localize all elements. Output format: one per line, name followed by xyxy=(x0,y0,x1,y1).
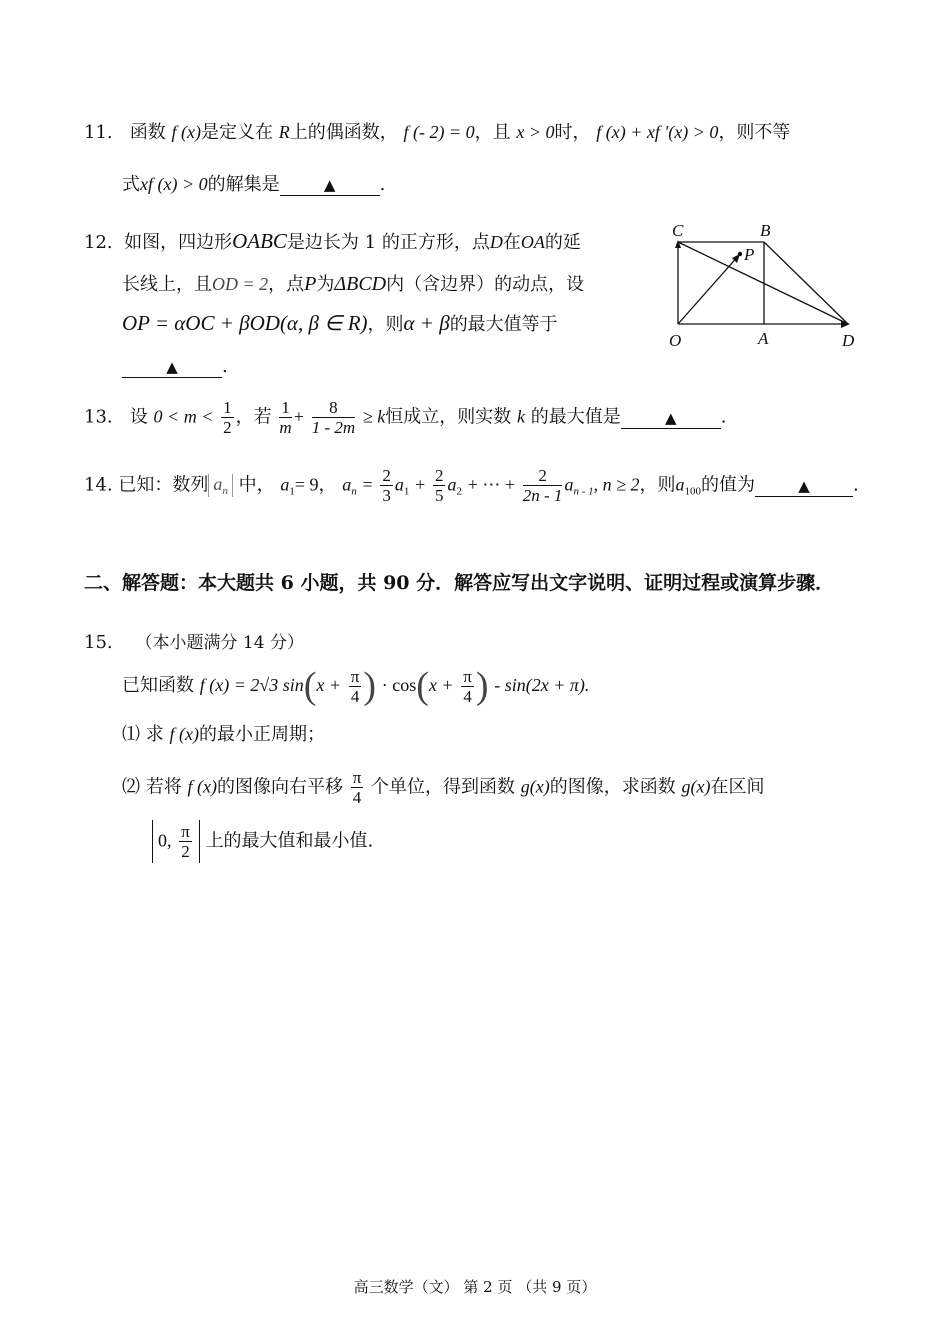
fig-line-BD xyxy=(764,242,848,324)
q11-text: 是定义在 xyxy=(201,122,274,143)
q13-plus: + xyxy=(293,406,304,427)
q11-answer-blank xyxy=(280,174,380,196)
fig-label-O: O xyxy=(669,331,682,350)
q11-fx: f (x) xyxy=(171,122,202,142)
q15-part2-line1 xyxy=(122,768,764,807)
q11-text: ，且 xyxy=(474,122,511,143)
q13-k: k xyxy=(517,406,525,427)
q15-frac-pi-4 xyxy=(349,667,362,706)
q12-text: ，则 xyxy=(367,314,404,335)
q13-period: . xyxy=(720,406,727,428)
q14-a1-value: = 9 xyxy=(294,474,319,495)
q14-sub: 2 xyxy=(456,485,462,498)
q12-OA: OA xyxy=(520,232,545,252)
q12-text: 的最大值等于 xyxy=(449,314,558,335)
q14-frac-2-5 xyxy=(433,466,446,505)
q14-sub: 1 xyxy=(289,485,295,498)
frac-den: 1 - 2m xyxy=(311,418,356,437)
frac-num: π xyxy=(352,768,362,787)
q14-term: a xyxy=(447,474,457,495)
page-footer: 高三数学（文） 第 2 页 （共 9 页） xyxy=(353,1278,597,1296)
q11-text: 式 xyxy=(122,174,140,195)
q11-text: 上的偶函数， xyxy=(289,122,398,143)
q11-line1 xyxy=(84,118,790,144)
q15-text: ⑵ 若将 xyxy=(122,776,182,798)
q13-condition: 0 < m < xyxy=(153,406,214,427)
fig-label-B: B xyxy=(760,221,771,240)
frac-den: 4 xyxy=(350,686,360,706)
frac-num: 2 xyxy=(382,466,391,485)
q11-R: R xyxy=(278,122,290,142)
q14-braces xyxy=(208,474,233,497)
q12-line4 xyxy=(122,356,228,378)
q15-frac-pi-4b xyxy=(461,667,474,706)
q12-figure xyxy=(660,218,870,358)
q12-P: P xyxy=(304,273,317,295)
q14-dots: + ⋯ + xyxy=(467,474,516,495)
frac-den: m xyxy=(279,418,292,437)
q11-text: 的解集是 xyxy=(207,174,280,195)
q13-number: 13. xyxy=(84,406,113,428)
frac-num: π xyxy=(350,666,360,686)
q12-text: 是边长为 1 的正方形，点 xyxy=(286,232,490,253)
q14-a: a xyxy=(213,474,223,494)
q12-number: 12. xyxy=(84,232,113,253)
q12-text: 在 xyxy=(502,232,521,253)
q14-answer-blank xyxy=(755,475,853,497)
q15-frac-pi-2 xyxy=(179,822,192,861)
q11-line2 xyxy=(122,170,385,196)
q11-text: 时， xyxy=(554,122,591,143)
q14-line xyxy=(84,466,859,505)
frac-den: 2n - 1 xyxy=(522,486,563,505)
q14-equals: = xyxy=(362,474,373,495)
q13-answer-blank xyxy=(621,407,721,429)
q14-sub: n xyxy=(351,485,357,498)
fig-label-A: A xyxy=(758,329,769,348)
frac-den: 5 xyxy=(434,486,444,505)
q12-OABC: OABC xyxy=(232,229,287,253)
q14-text: 的值为 xyxy=(701,474,755,496)
q12-OD: OD = 2 xyxy=(212,274,269,294)
fig-label-D: D xyxy=(842,331,855,350)
q14-sub: 100 xyxy=(684,485,701,498)
fig-line-OP xyxy=(678,254,740,324)
q11-cond3: f (x) + xf ′(x) > 0 xyxy=(596,122,719,142)
q13-text: 设 xyxy=(129,406,148,428)
q13-frac-8 xyxy=(312,398,355,437)
frac-num: 1 xyxy=(281,398,290,417)
q11-cond2: x > 0 xyxy=(516,122,555,142)
q15-text: 的图像，求函数 xyxy=(549,776,676,798)
q14-text: ，则 xyxy=(639,474,676,496)
q12-text: 的延 xyxy=(544,232,581,253)
right-paren: ) xyxy=(363,665,377,707)
q13-frac-half xyxy=(221,398,234,437)
frac-den: 3 xyxy=(382,486,391,505)
left-paren: ( xyxy=(303,665,317,707)
q13-text: ，若 xyxy=(235,406,272,428)
q12-text: 内（含边界）的动点，设 xyxy=(386,274,585,295)
q15-text: 上的最大值和最小值. xyxy=(205,830,374,852)
q14-sub: n - 1 xyxy=(573,485,594,498)
q12-text: 长线上，且 xyxy=(122,274,212,295)
q15-gx: g(x) xyxy=(520,776,550,797)
q12-line2 xyxy=(122,270,584,296)
q13-line xyxy=(84,398,726,437)
q12-line1 xyxy=(84,228,581,254)
q15-text: 的最小正周期； xyxy=(198,724,325,745)
q14-text: 已知：数列 xyxy=(118,474,209,496)
q11-inequality: xf (x) > 0 xyxy=(140,174,208,194)
frac-num: 8 xyxy=(312,398,355,418)
q15-text: 已知函数 xyxy=(122,675,194,696)
frac-den: 2 xyxy=(223,418,232,437)
q15-gx: g(x) xyxy=(681,776,711,797)
triangle-marker: ▲ xyxy=(798,476,810,495)
q14-a1: a xyxy=(280,474,290,495)
q12-BCD: ΔBCD xyxy=(334,273,387,295)
q11-cond1: f (- 2) = 0 xyxy=(403,122,475,142)
fig-line-CD xyxy=(678,242,848,324)
q12-text: 为 xyxy=(316,274,335,295)
q14-period: . xyxy=(853,474,859,496)
frac-den: 4 xyxy=(352,788,362,807)
q13-text: 的最大值是 xyxy=(530,406,621,428)
right-paren: ) xyxy=(475,665,489,707)
triangle-marker: ▲ xyxy=(664,408,677,427)
fig-label-P: P xyxy=(744,245,755,264)
q14-text: 中， xyxy=(238,474,275,496)
q14-sub: 1 xyxy=(403,485,410,498)
q14-term: a xyxy=(394,474,404,495)
triangle-marker: ▲ xyxy=(166,358,178,376)
q14-sub: n xyxy=(222,485,228,497)
q14-frac-2-3 xyxy=(380,466,393,505)
q13-ge-k: ≥ k xyxy=(362,406,386,427)
q14-text: ， xyxy=(318,474,337,496)
q15-header xyxy=(84,628,304,653)
q12-alpha-plus-beta: α + β xyxy=(403,311,450,335)
q15-score-note: （本小题满分 14 分） xyxy=(135,633,304,653)
q15-x-plus: x + xyxy=(428,675,454,695)
q14-number: 14. xyxy=(84,474,113,496)
q11-period: . xyxy=(379,174,386,195)
q15-number: 15. xyxy=(84,632,113,653)
q15-text: ⑴ 求 xyxy=(122,724,164,745)
q15-fx: f (x) xyxy=(169,724,199,744)
q12-period: . xyxy=(222,356,228,377)
frac-num: 1 xyxy=(223,398,232,417)
q15-fx: f (x) xyxy=(187,776,217,797)
q15-function-line xyxy=(122,664,589,708)
q14-an: a xyxy=(342,474,352,495)
left-paren: ( xyxy=(416,665,429,707)
q13-text: 恒成立，则实数 xyxy=(385,406,512,428)
frac-num: 2 xyxy=(523,466,563,486)
q15-fx: f (x) = 2√3 sin xyxy=(199,675,304,695)
fig-point-P xyxy=(738,252,742,256)
q12-text: ，点 xyxy=(268,274,305,295)
q14-plus: + xyxy=(415,474,426,495)
q12-text: 如图，四边形 xyxy=(124,232,233,253)
q13-frac-1-m xyxy=(279,398,292,437)
q14-frac-2-2n xyxy=(523,466,563,505)
q15-frac-shift xyxy=(351,768,364,807)
q15-minus-sin: - sin(2x + π). xyxy=(494,675,590,695)
frac-num: π xyxy=(181,822,190,841)
q14-a100: a xyxy=(675,474,685,495)
frac-num: 2 xyxy=(434,466,444,485)
fig-label-C: C xyxy=(672,221,684,240)
frac-den: 2 xyxy=(181,842,190,861)
q15-interval-start: 0, xyxy=(158,830,172,851)
q14-term: a xyxy=(564,474,574,495)
q12-answer-blank xyxy=(122,356,222,378)
q12-vector-equation: OP = αOC + βOD(α, β ∈ R) xyxy=(122,311,368,335)
q15-text: 在区间 xyxy=(710,776,765,798)
q15-cos: · cos xyxy=(381,675,417,695)
q12-line3 xyxy=(122,310,558,336)
frac-num: π xyxy=(463,666,472,686)
frac-den: 4 xyxy=(463,686,472,706)
q11-text: 函数 xyxy=(129,122,166,143)
q15-part2-line2 xyxy=(152,820,373,863)
q14-condition: , n ≥ 2 xyxy=(593,474,640,495)
fig-arrow-C xyxy=(675,240,681,248)
q11-number: 11. xyxy=(84,122,113,143)
section2-title: 二、解答题：本大题共 6 小题，共 90 分．解答应写出文字说明、证明过程或演算步骤． xyxy=(84,572,835,594)
q15-text: 的图像向右平移 xyxy=(216,776,343,798)
q12-D: D xyxy=(489,232,503,252)
triangle-marker: ▲ xyxy=(323,176,336,194)
q11-text: ，则不等 xyxy=(718,122,791,143)
q15-interval xyxy=(152,820,200,863)
q15-text: 个单位，得到函数 xyxy=(371,776,516,798)
q15-x-plus: x + xyxy=(316,675,342,695)
q15-part1 xyxy=(122,720,325,746)
